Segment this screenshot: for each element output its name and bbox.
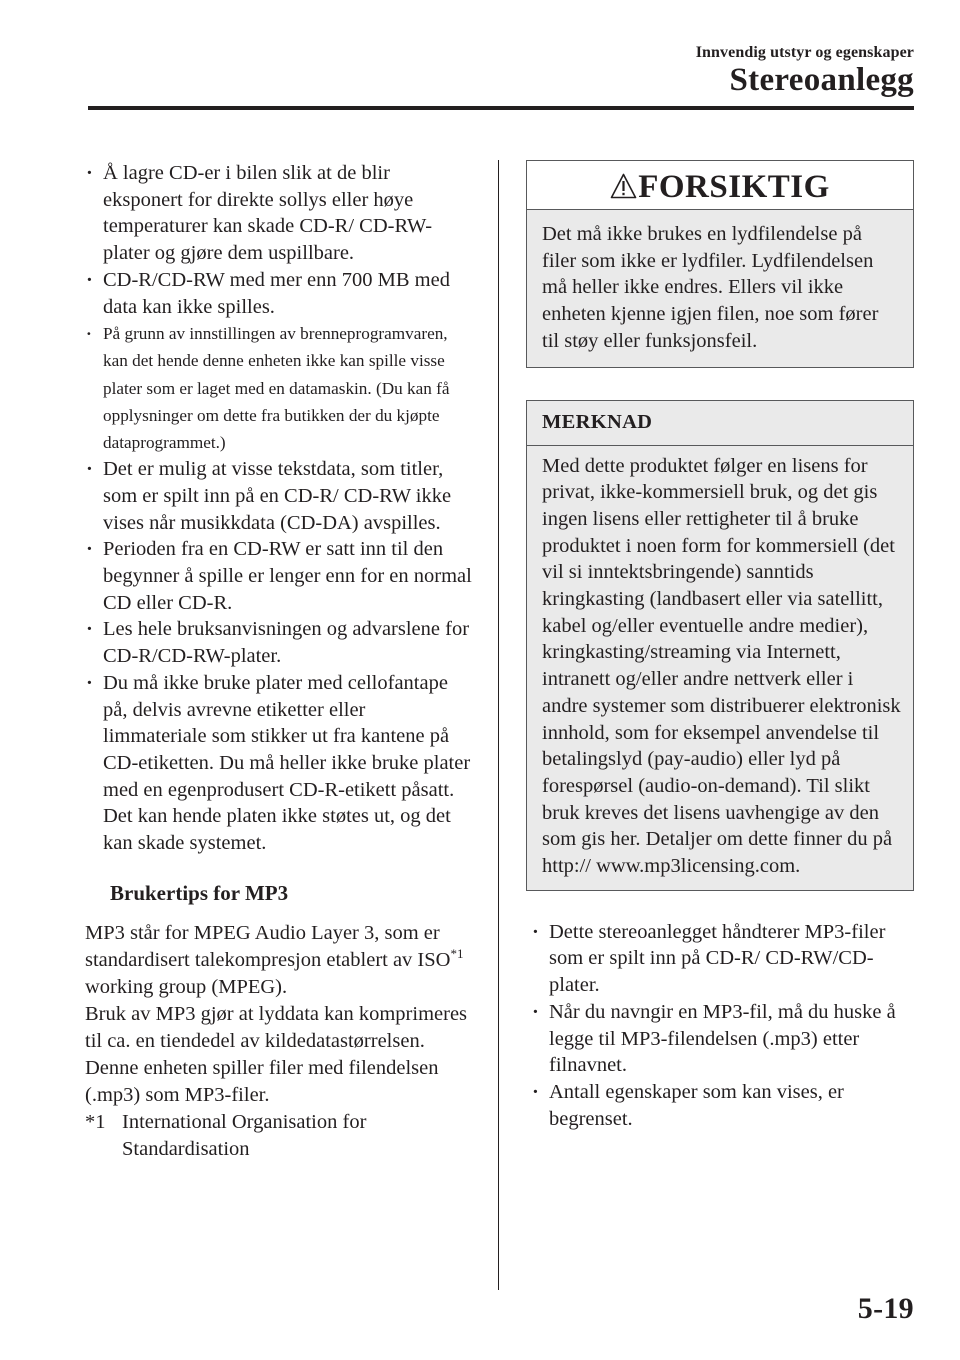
mp3-paragraph: Denne enheten spiller filer med filendelsen (.mp3) som MP3-filer. [85, 1056, 439, 1106]
note-body: Med dette produktet følger en lisens for privat, ikke-kommersiell bruk, og det gis ingen lisens eller rettigheter til å bruke produktet i noen form for kommersiell (det vil si inntektsbringende) sanntids kringkasting (landbasert eller via satellitt, kabel og/eller eventuelle andre medier), kringkasting/streaming via Internett, intranett og/eller andre nettverk eller i andre systemer som distribuerer elektronisk innhold, som for eksempel anvendelse til betalingslyd (pay-audio) eller lyd på forespørsel (audio-on-demand). Til slikt bruk kreves det lisens uavhengige av den som gis her. Detaljer om dette finner du på http:// www.mp3licensing.com. [527, 445, 913, 890]
note-title: MERKNAD [527, 401, 913, 445]
mp3-bullet-list [528, 919, 918, 1133]
footnote-mark: *1 [85, 1110, 106, 1133]
left-column [82, 160, 474, 1163]
note-box [526, 400, 914, 891]
page-header-section: Innvendig utstyr og egenskaper [695, 44, 914, 61]
footnote-reference: *1 [450, 945, 464, 961]
footnote [85, 1109, 474, 1163]
list-item: · Les hele bruksanvisningen og advarslene for CD-R/CD-RW-plater. [82, 616, 474, 669]
list-item: · CD-R/CD-RW med mer enn 700 MB med data kan ikke spilles. [82, 267, 474, 320]
list-item: · Når du navngir en MP3-fil, må du huske å legge til MP3-filendelsen (.mp3) etter filnavnet. [528, 999, 918, 1079]
header-rule [88, 106, 914, 110]
warning-triangle-icon [610, 173, 637, 199]
list-item: · Å lagre CD-er i bilen slik at de blir eksponert for direkte sollys eller høye temperaturer kan skade CD-R/ CD-RW-plater og gjøre dem uspillbare. [82, 160, 474, 267]
caution-box [526, 160, 914, 368]
page-header-title: Stereoanlegg [729, 62, 914, 98]
mp3-paragraph: Bruk av MP3 gjør at lyddata kan komprimeres til ca. en tiendedel av kildedatastørrelsen. [85, 1002, 468, 1052]
list-item: · På grunn av innstillingen av brenneprogramvaren, kan det hende denne enheten ikke kan spille visse plater som er laget med en datamaskin. (Du kan få opplysninger om dette fra butikken der du kjøpte dataprogrammet.) [82, 320, 474, 456]
mp3-section-heading: Brukertips for MP3 [110, 880, 289, 905]
page-number: 5-19 [857, 1292, 914, 1325]
caution-body: Det må ikke brukes en lydfilendelse på filer som ikke er lydfiler. Lydfilendelsen må heller ikke endres. Ellers vil ikke enheten kjenne igjen filen, noe som fører til støy eller funksjonsfeil. [527, 209, 913, 367]
list-item: · Det er mulig at visse tekstdata, som titler, som er spilt inn på en CD-R/ CD-RW ikke vises når musikkdata (CD-DA) avspilles. [82, 456, 474, 536]
mp3-paragraph-part: working group (MPEG). [85, 975, 288, 998]
list-item: · Dette stereoanlegget håndterer MP3-filer som er spilt inn på CD-R/ CD-RW/CD-plater. [528, 919, 918, 999]
caution-header [527, 161, 913, 209]
list-item: · Antall egenskaper som kan vises, er begrenset. [528, 1079, 918, 1132]
footnote-text: International Organisation for Standardisation [122, 1110, 367, 1160]
right-column [522, 160, 918, 1132]
mp3-paragraph-part: MP3 står for MPEG Audio Layer 3, som er standardisert talekompresjon etablert av ISO [85, 921, 451, 971]
mp3-paragraph [85, 920, 474, 1001]
caution-title: FORSIKTIG [638, 168, 830, 205]
cd-bullet-list [82, 160, 474, 857]
column-divider [498, 160, 499, 1290]
list-item: · Du må ikke bruke plater med cellofantape på, delvis avrevne etiketter eller limmateriale som stikker ut fra kantene på CD-etiketten. Du må heller ikke bruke plater med en egenprodusert CD-R-etikett påsatt. Det kan hende platen ikke støtes ut, og det kan skade systemet. [82, 670, 474, 857]
list-item: · Perioden fra en CD-RW er satt inn til den begynner å spille er lenger enn for en normal CD eller CD-R. [82, 536, 474, 616]
